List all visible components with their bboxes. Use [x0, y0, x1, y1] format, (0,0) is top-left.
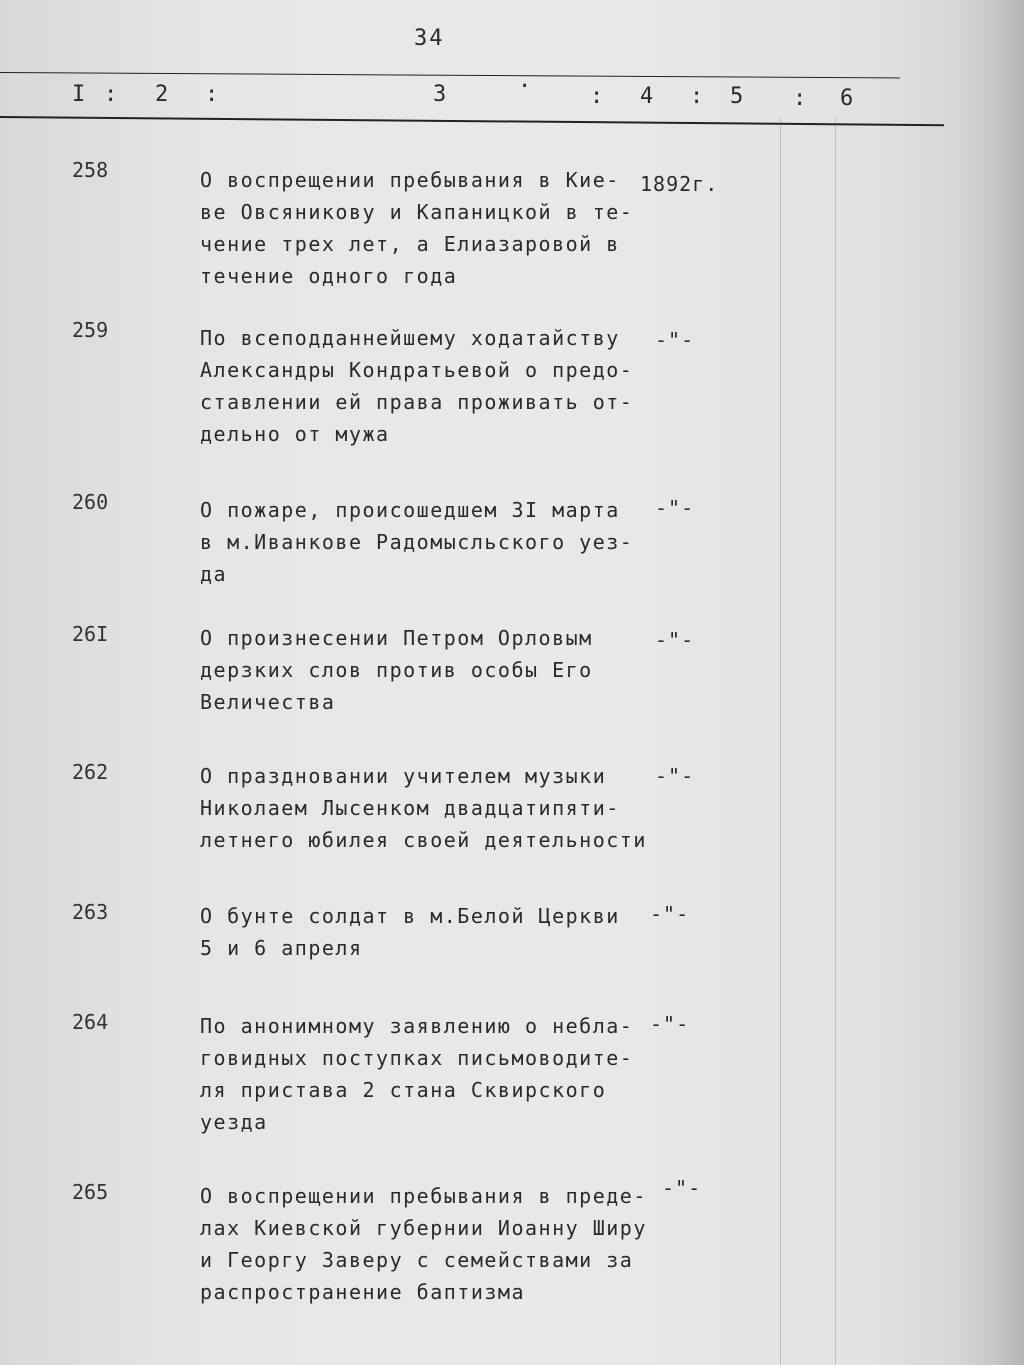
entry-line: лах Киевской губернии Иоанну Ширу — [200, 1216, 647, 1240]
entry-description — [200, 900, 640, 964]
entry-number: 260 — [72, 490, 109, 514]
entry-description — [200, 760, 647, 856]
column-divider — [780, 118, 781, 1365]
entry-line: По всеподданнейшему ходатайству — [200, 326, 620, 350]
entry-date-ditto: -"- — [662, 1176, 702, 1200]
column-header-1: I — [72, 82, 86, 107]
entry-number: 263 — [72, 900, 109, 924]
column-header-row — [0, 74, 900, 114]
column-header-6: 6 — [840, 86, 854, 111]
page-edge-shadow — [954, 0, 1024, 1365]
entry-line: О бунте солдат в м.Белой Церкви — [200, 904, 620, 928]
page-number: 34 — [414, 26, 445, 51]
column-header-3: 3 — [433, 82, 447, 107]
column-header-5: 5 — [730, 84, 744, 109]
entry-line: и Георгу Заверу с семействами за — [200, 1248, 634, 1272]
entry-number: 265 — [72, 1180, 109, 1204]
entry-line: О произнесении Петром Орловым — [200, 626, 593, 650]
entry-line: ставлении ей права проживать от- — [200, 390, 634, 414]
entry-line: дельно от мужа — [200, 422, 390, 446]
entry-line: распространение баптизма — [200, 1280, 525, 1304]
entry-line: О воспрещении пребывания в преде- — [200, 1184, 647, 1208]
column-header-dot: · — [518, 74, 532, 99]
entry-line: в м.Иванкове Радомысльского уез- — [200, 530, 634, 554]
entry-date-ditto: -"- — [650, 1012, 690, 1036]
entry-description — [200, 622, 640, 718]
entry-number: 26I — [72, 622, 109, 646]
column-header-sep: : — [590, 84, 604, 109]
entry-line: Николаем Лысенком двадцатипяти- — [200, 796, 620, 820]
column-header-sep: : — [205, 82, 219, 107]
column-header-sep: : — [690, 84, 704, 109]
entry-description — [200, 322, 640, 450]
entry-line: летнего юбилея своей деятельности — [200, 828, 647, 852]
column-header-sep: : — [104, 82, 118, 107]
entry-description — [200, 494, 640, 590]
entry-number: 259 — [72, 318, 109, 342]
entry-date-ditto: -"- — [655, 628, 695, 652]
column-header-2: 2 — [155, 82, 169, 107]
entry-date-ditto: -"- — [655, 764, 695, 788]
entry-date-ditto: -"- — [650, 902, 690, 926]
column-header-4: 4 — [640, 84, 654, 109]
header-top-rule — [0, 72, 900, 78]
entry-line: течение одного года — [200, 264, 458, 288]
entry-number: 264 — [72, 1010, 109, 1034]
entry-line: О пожаре, происошедшем 3I марта — [200, 498, 620, 522]
entry-line: да — [200, 562, 228, 586]
entry-number: 258 — [72, 158, 109, 182]
column-header-sep: : — [793, 86, 807, 111]
header-bottom-rule — [0, 116, 944, 126]
entry-date-ditto: -"- — [655, 496, 695, 520]
entry-number: 262 — [72, 760, 109, 784]
entry-line: Александры Кондратьевой о предо- — [200, 358, 634, 382]
entry-line: Величества — [200, 690, 336, 714]
entry-line: уезда — [200, 1110, 268, 1134]
entry-description — [200, 1180, 647, 1308]
entry-description — [200, 164, 640, 292]
entry-line: О воспрещении пребывания в Кие- — [200, 168, 620, 192]
entry-line: ве Овсяникову и Капаницкой в те- — [200, 200, 634, 224]
entry-line: говидных поступках письмоводите- — [200, 1046, 634, 1070]
entry-line: По анонимному заявлению о небла- — [200, 1014, 634, 1038]
entry-date-ditto: -"- — [655, 328, 695, 352]
column-divider — [835, 118, 836, 1365]
entry-line: чение трех лет, а Елиазаровой в — [200, 232, 620, 256]
entry-line: ля пристава 2 стана Сквирского — [200, 1078, 607, 1102]
entry-line: дерзких слов против особы Его — [200, 658, 593, 682]
entry-description — [200, 1010, 640, 1138]
entry-line: 5 и 6 апреля — [200, 936, 363, 960]
entry-line: О праздновании учителем музыки — [200, 764, 607, 788]
entry-date: 1892г. — [640, 172, 719, 196]
